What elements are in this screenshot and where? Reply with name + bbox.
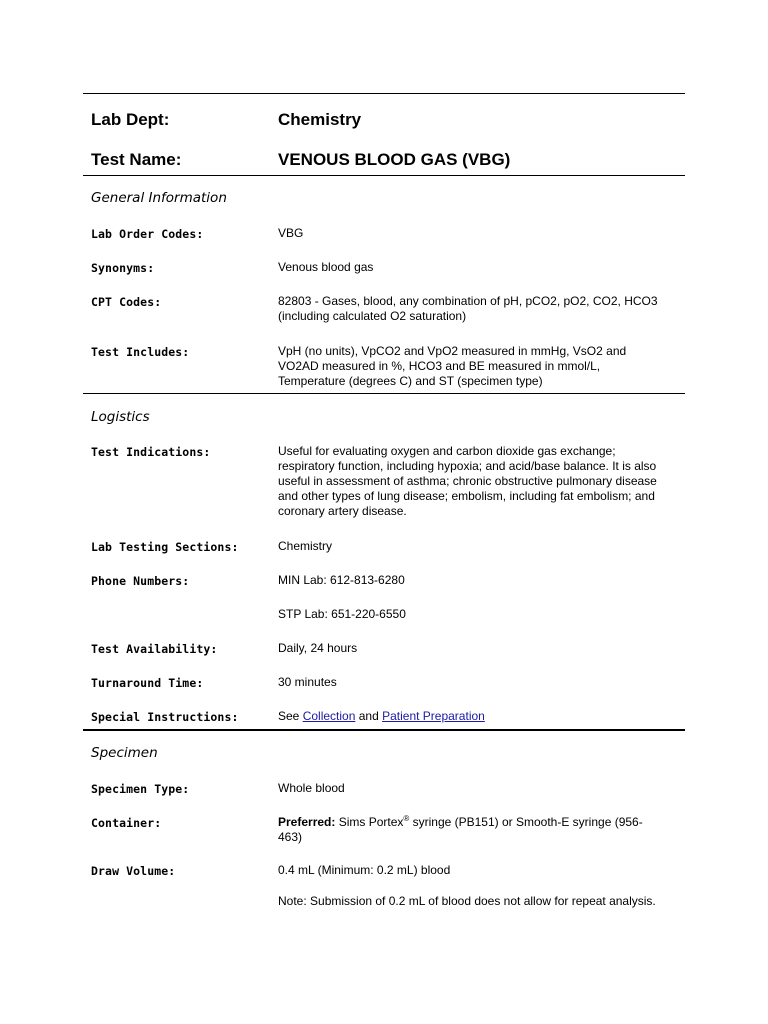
test-includes-line: VpH (no units), VpCO2 and VpO2 measured in mmHg, VsO2 and (278, 344, 627, 358)
test-name-label: Test Name: (91, 150, 182, 169)
test-includes-value (278, 344, 680, 389)
special-instructions-label: Special Instructions: (91, 710, 239, 724)
lab-order-codes-label: Lab Order Codes: (91, 227, 204, 241)
test-availability-value: Daily, 24 hours (278, 641, 358, 655)
registered-mark: ® (403, 814, 410, 823)
collection-link[interactable]: Collection (302, 709, 356, 723)
test-includes-line: Temperature (degrees C) and ST (specimen type) (278, 374, 543, 388)
special-instructions-value (278, 709, 680, 724)
lab-dept-value: Chemistry (278, 110, 362, 129)
cpt-codes-label: CPT Codes: (91, 295, 162, 309)
container-label: Container: (91, 816, 162, 830)
phone-stp-lab: STP Lab: 651-220-6550 (278, 607, 406, 621)
test-indications-line: useful in assessment of asthma; chronic obstructive pulmonary disease (278, 474, 657, 488)
general-rule (83, 393, 685, 394)
synonyms-label: Synonyms: (91, 261, 155, 275)
section-specimen: Specimen (91, 745, 158, 761)
test-indications-label: Test Indications: (91, 445, 211, 459)
test-indications-line: coronary artery disease. (278, 504, 407, 518)
specimen-type-label: Specimen Type: (91, 782, 190, 796)
header-rule (83, 175, 685, 176)
draw-volume-note: Note: Submission of 0.2 mL of blood does not allow for repeat analysis. (278, 894, 656, 908)
lab-testing-sections-value: Chemistry (278, 539, 333, 553)
cpt-codes-line: 82803 - Gases, blood, any combination of pH, pCO2, pO2, CO2, HCO3 (278, 294, 658, 308)
draw-volume-label: Draw Volume: (91, 864, 176, 878)
container-line (278, 815, 680, 830)
cpt-codes-value (278, 294, 680, 324)
lab-order-codes-value: VBG (278, 226, 304, 240)
lab-testing-sections-label: Lab Testing Sections: (91, 540, 239, 554)
turnaround-time-label: Turnaround Time: (91, 676, 204, 690)
test-indications-line: Useful for evaluating oxygen and carbon dioxide gas exchange; (278, 444, 616, 458)
test-availability-label: Test Availability: (91, 642, 218, 656)
cpt-codes-line: (including calculated O2 saturation) (278, 309, 467, 323)
top-rule (83, 93, 685, 94)
turnaround-time-value: 30 minutes (278, 675, 337, 689)
test-indications-line: and other types of lung disease; embolism, including fat embolism; and (278, 489, 655, 503)
section-logistics: Logistics (91, 409, 150, 425)
special-instructions-see: See (278, 709, 303, 723)
test-name-value: VENOUS BLOOD GAS (VBG) (278, 150, 511, 169)
test-includes-line: VO2AD measured in %, HCO3 and BE measured in mmol/L, (278, 359, 601, 373)
phone-min-lab: MIN Lab: 612-813-6280 (278, 573, 405, 587)
draw-volume-value: 0.4 mL (Minimum: 0.2 mL) blood (278, 863, 451, 877)
test-indications-value (278, 444, 680, 519)
specimen-type-value: Whole blood (278, 781, 345, 795)
container-text-a: Sims Portex (335, 815, 404, 829)
container-text-b: syringe (PB151) or Smooth-E syringe (956- (409, 815, 643, 829)
synonyms-value: Venous blood gas (278, 260, 374, 274)
special-instructions-and: and (355, 709, 383, 723)
test-indications-line: respiratory function, including hypoxia; and acid/base balance. It is also (278, 459, 657, 473)
lab-dept-label: Lab Dept: (91, 110, 170, 129)
container-preferred: Preferred: (278, 815, 336, 829)
section-general-information: General Information (91, 190, 227, 206)
container-value (278, 815, 680, 845)
patient-preparation-link[interactable]: Patient Preparation (382, 709, 485, 723)
container-line: 463) (278, 830, 303, 844)
test-includes-label: Test Includes: (91, 345, 190, 359)
logistics-rule (83, 729, 685, 731)
phone-numbers-label: Phone Numbers: (91, 574, 190, 588)
